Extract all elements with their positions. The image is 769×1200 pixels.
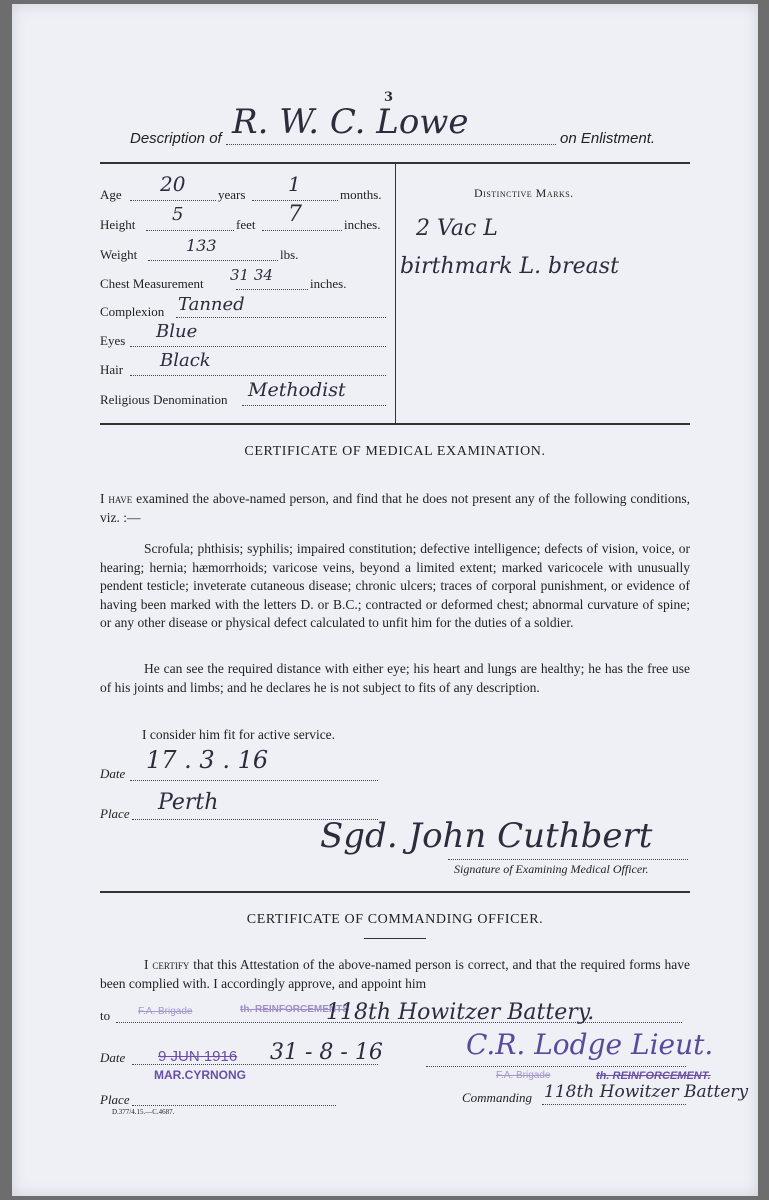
chest-label: Chest Measurement [100, 276, 204, 291]
medical-fitness-text: He can see the required distance with either eye; his heart and lungs are healthy; he has the free use of his joints and limbs; and he declares he is not subject to fits of any description. [100, 661, 690, 695]
medical-intro [100, 490, 690, 527]
distinctive-marks-title: Distinctive Marks. [474, 186, 574, 200]
form-code: D.377/4.15.—C.4687. [112, 1108, 175, 1116]
complexion-label: Complexion [100, 304, 165, 319]
commanding-label: Commanding [462, 1090, 533, 1105]
place-stamp: MAR.CYRNONG [154, 1068, 246, 1082]
struck-reinforcement-text: th. REINFORCEMENTS [240, 1004, 349, 1015]
medical-place-value: Perth [158, 790, 219, 815]
weight-value: 133 [186, 236, 217, 255]
struck-brigade-text: F.A. Brigade [138, 1006, 193, 1017]
medical-bottom-rule [100, 891, 690, 893]
medical-intro-lead: I have [100, 491, 133, 506]
religion-label: Religious Denomination [100, 392, 228, 407]
certify-lead: I certify [144, 957, 190, 972]
eyes-value: Blue [156, 321, 198, 342]
title-short-rule [364, 938, 426, 939]
eyes-label: Eyes [100, 333, 126, 348]
age-label: Age [100, 187, 122, 202]
distinctive-mark-2: birthmark L. breast [400, 254, 619, 279]
certify-paragraph [100, 956, 690, 993]
months-label: months. [340, 187, 382, 202]
page-number: 3 [384, 90, 394, 105]
commanding-place-label: Place [100, 1092, 130, 1107]
reinforcement-stamp: th. REINFORCEMENT. [596, 1070, 711, 1082]
appointed-unit-value: 118th Howitzer Battery. [326, 1000, 595, 1025]
chest-inches-label: inches. [310, 276, 347, 291]
complexion-value: Tanned [178, 294, 245, 315]
hair-label: Hair [100, 362, 124, 377]
height-inches-value: 7 [288, 202, 302, 227]
medical-conditions: Scrofula; phthisis; syphilis; impaired constitution; defective intelligence; defects of vision, voice, or hearing; hernia; hæmorrhoids; varicose veins, beyond a limited extent; marked varicocele with unusually pendent testicle; inveterate cutaneous disease; chronic ulcers; traces of corporal punishment, or evidence of having been marked with the letters D. or B.C.; contracted or deformed chest; abnormal curvature of spine; or any other disease or physical defect calculated to unfit him for the duties of a soldier. [100, 541, 690, 630]
medical-date-label: Date [100, 766, 126, 781]
commanding-unit-value: 118th Howitzer Battery [544, 1082, 749, 1102]
attestation-page [12, 4, 758, 1196]
commanding-date-value: 31 - 8 - 16 [270, 1040, 383, 1065]
hair-value: Black [160, 350, 211, 371]
commanding-officer-signature: C.R. Lodge Lieut. [466, 1028, 714, 1061]
description-prefix: Description of [130, 130, 222, 147]
commanding-certificate-title: CERTIFICATE OF COMMANDING OFFICER. [246, 912, 544, 927]
column-divider [395, 164, 396, 424]
recruit-name: R. W. C. Lowe [232, 102, 469, 142]
weight-label: Weight [100, 247, 138, 262]
medical-certificate-title: CERTIFICATE OF MEDICAL EXAMINATION. [244, 444, 546, 459]
religion-value: Methodist [248, 379, 346, 401]
age-years-value: 20 [160, 172, 186, 196]
years-label: years [218, 187, 246, 202]
box-bottom-rule [100, 423, 690, 425]
fit-for-service-text: I consider him fit for active service. [142, 727, 336, 742]
medical-intro-text: examined the above-named person, and find that he does not present any of the following conditions, viz. :— [100, 491, 690, 525]
height-label: Height [100, 217, 136, 232]
medical-place-label: Place [100, 806, 130, 821]
appoint-to-label: to [100, 1008, 111, 1023]
commanding-date-label: Date [100, 1050, 126, 1065]
medical-officer-signature: Sgd. John Cuthbert [320, 816, 653, 856]
chest-value: 31 34 [230, 266, 273, 284]
lbs-label: lbs. [280, 247, 299, 262]
brigade-stamp: F.A. Brigade [496, 1070, 551, 1081]
distinctive-mark-1: 2 Vac L [416, 216, 498, 241]
medical-date-value: 17 . 3 . 16 [146, 746, 269, 774]
certify-text: that this Attestation of the above-named person is correct, and that the required forms have been complied with. I accordingly approve, and appoint him [100, 957, 691, 991]
date-stamp: 9 JUN 1916 [158, 1048, 238, 1065]
medical-signature-caption: Signature of Examining Medical Officer. [454, 862, 649, 876]
feet-label: feet [236, 217, 256, 232]
height-feet-value: 5 [172, 204, 184, 225]
description-suffix: on Enlistment. [560, 130, 656, 147]
age-months-value: 1 [288, 172, 301, 196]
inches-label: inches. [344, 217, 381, 232]
